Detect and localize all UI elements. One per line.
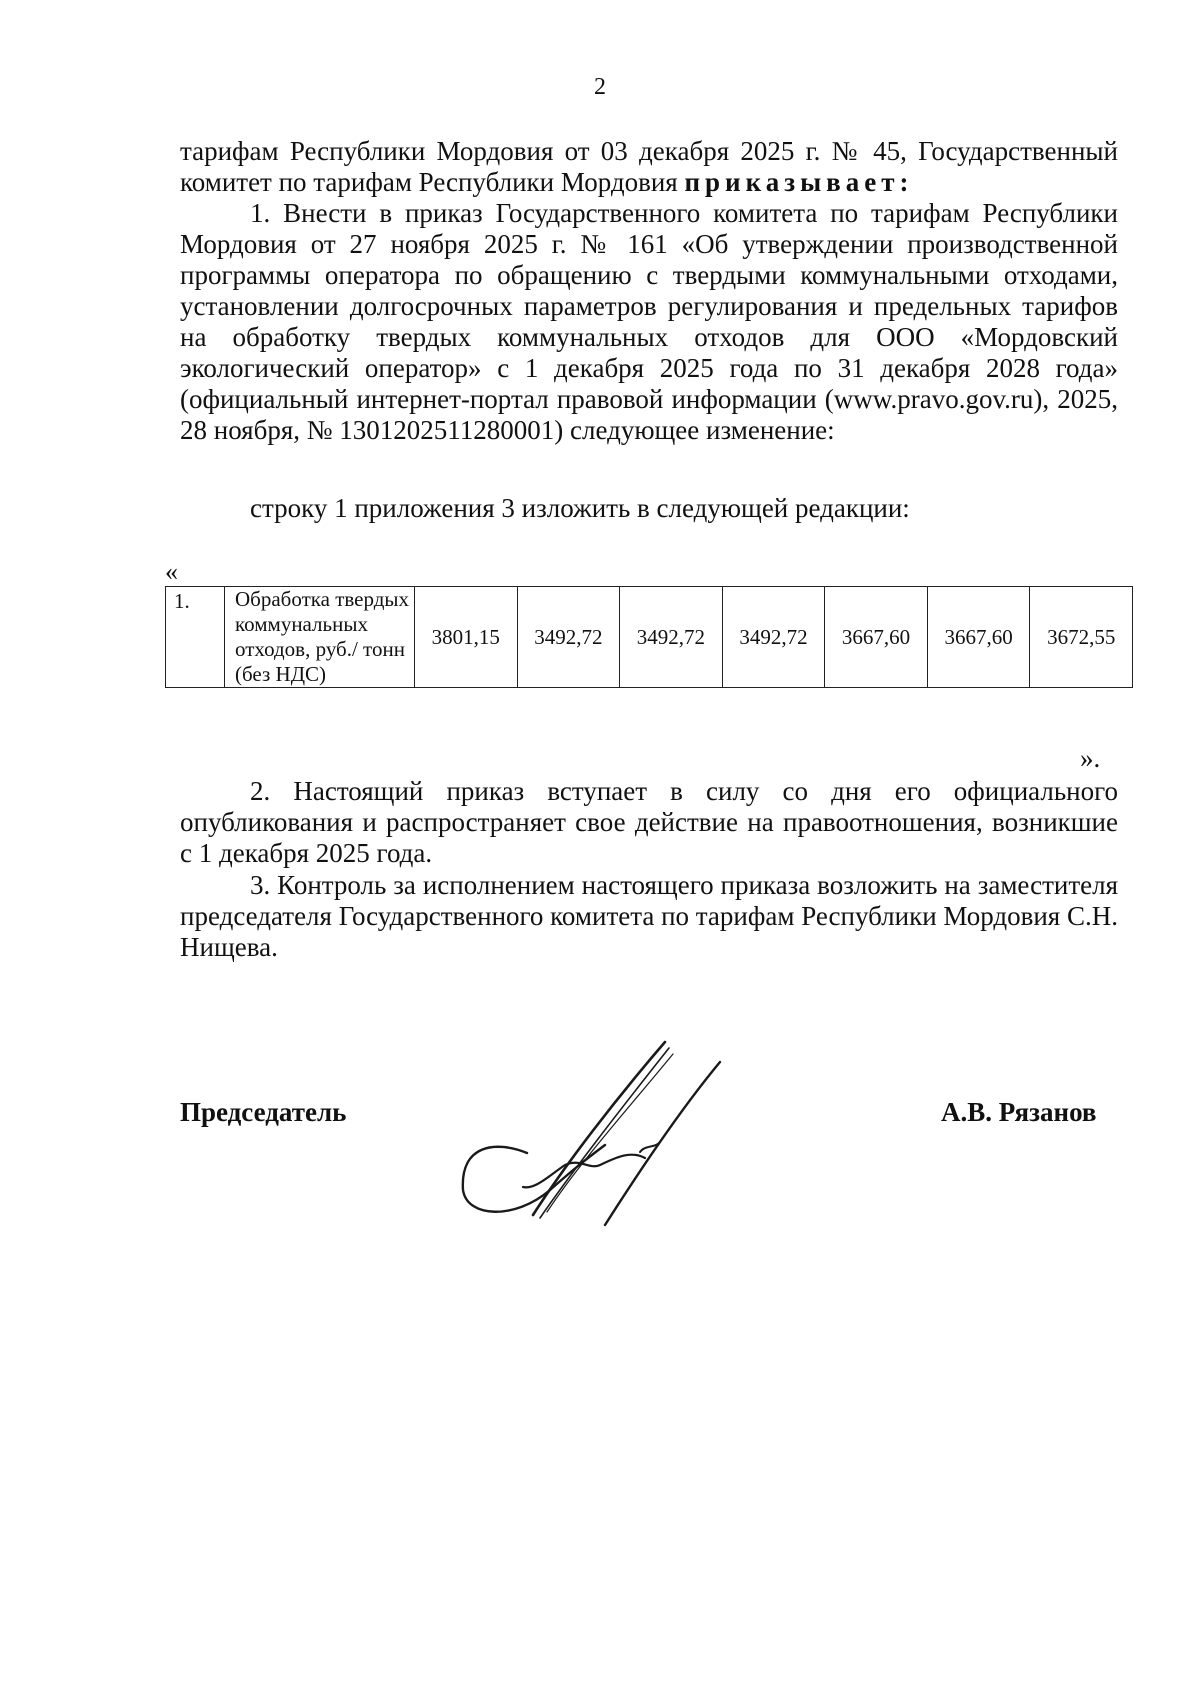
row-number-cell: 1.: [166, 587, 225, 688]
table-row: [166, 587, 1133, 688]
value-cell: 3667,60: [927, 587, 1030, 688]
value-cell: 3672,55: [1030, 587, 1133, 688]
quote-open: «: [165, 557, 178, 586]
value-cell: 3492,72: [722, 587, 825, 688]
paragraph-item-2: 2. Настоящий приказ вступает в силу со дня его официального опубликования и распространяет свое действие на правоотношения, возникшие с 1 декабря 2025 года.: [180, 776, 1118, 868]
paragraph-table-intro: строку 1 приложения 3 изложить в следующей редакции:: [250, 493, 910, 523]
value-cell: 3801,15: [415, 587, 518, 688]
value-cell: 3667,60: [825, 587, 928, 688]
paragraph-item-1: 1. Внести в приказ Государственного комитета по тарифам Республики Мордовия от 27 ноября 2025 г. № 161 «Об утверждении производственной программы оператора по обращению с твердыми коммунальными отходами, установлении долгосрочных параметров регулирования и предельных тарифов на обработку твердых коммунальных отходов для ООО «Мордовский экологический оператор» с 1 декабря 2025 года по 31 декабря 2028 года» (официальный интернет-портал правовой информации (www.pravo.gov.ru), 2025, 28 ноября, № 1301202511280001) следующее изменение:: [180, 198, 1118, 445]
paragraph-intro: [180, 136, 1118, 198]
paragraph-item-3: 3. Контроль за исполнением настоящего приказа возложить на заместителя председателя Государственного комитета по тарифам Республики Мордовия С.Н. Нищева.: [180, 870, 1118, 962]
signatory-name: А.В. Рязанов: [941, 1097, 1097, 1127]
paragraph-intro-text: тарифам Республики Мордовия от 03 декабря 2025 г. № 45, Государственный комитет по тарифам Республики Мордовия: [180, 136, 1118, 197]
signatory-title: Председатель: [180, 1097, 347, 1127]
value-cell: 3492,72: [517, 587, 620, 688]
quote-close: ».: [1080, 743, 1101, 773]
order-keyword: приказывает:: [684, 167, 914, 197]
value-cell: 3492,72: [620, 587, 723, 688]
handwritten-signature: [455, 1040, 785, 1240]
page-number: 2: [594, 74, 606, 100]
row-name-cell: Обработка твердых коммунальных отходов, руб./ тонн (без НДС): [225, 587, 415, 688]
tariff-table: [165, 586, 1133, 688]
